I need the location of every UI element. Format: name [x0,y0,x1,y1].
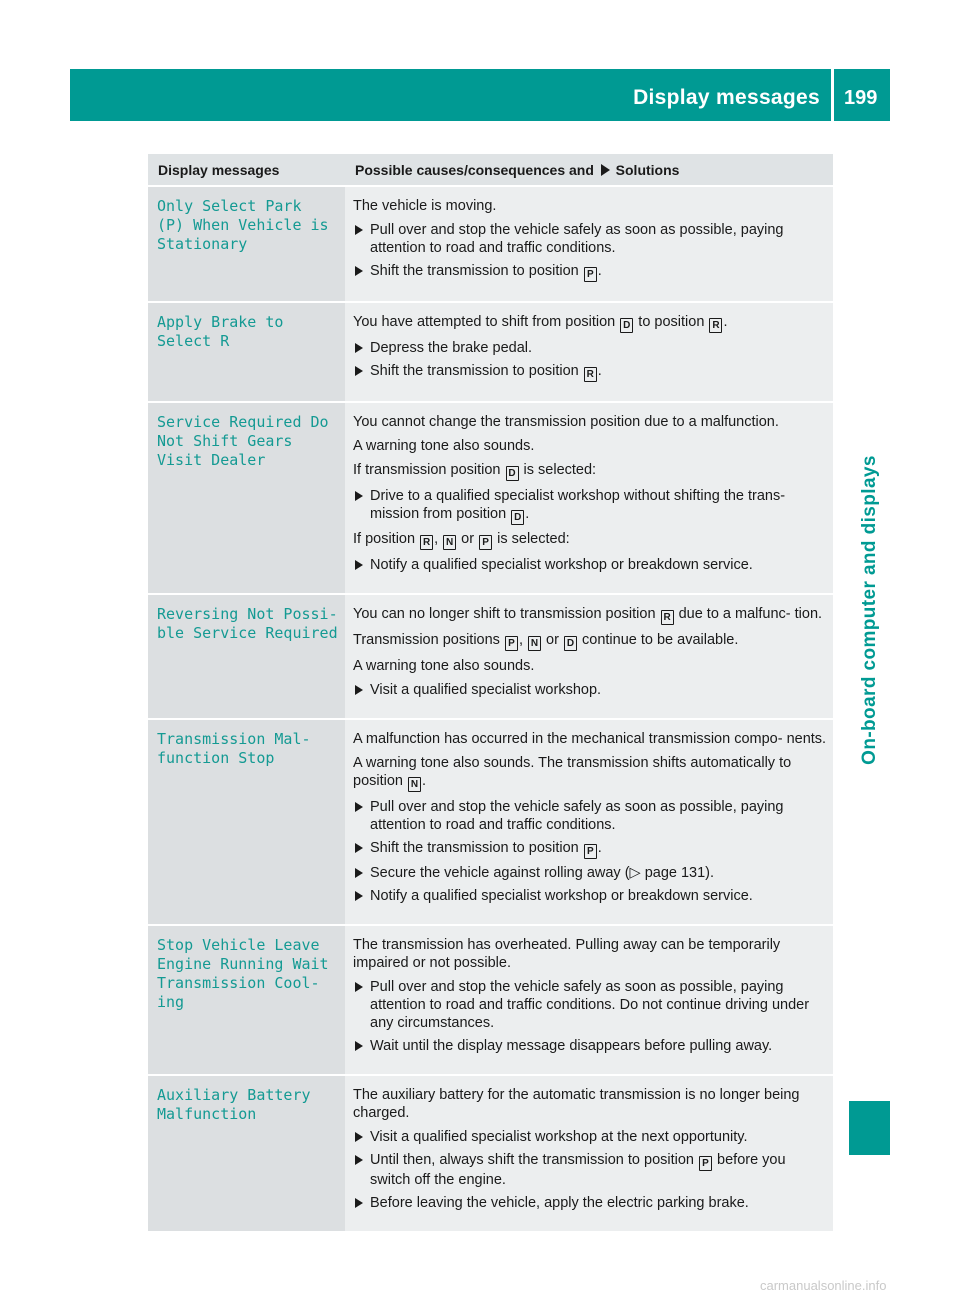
step-arrow-icon [355,1198,363,1208]
gear-position-d-icon: D [511,510,524,525]
message-cell [148,925,345,1075]
step-arrow-icon [355,560,363,570]
step-arrow-icon [355,1132,363,1142]
solution-step: Pull over and stop the vehicle safely as soon as possible, paying attention to road and traffic conditions. Do not continue driving under any circumstances. [353,978,829,1032]
solution-step: Shift the transmission to position R . [353,362,829,382]
solution-step: Pull over and stop the vehicle safely as soon as possible, paying attention to road and traffic conditions. [353,798,829,834]
column-header-solutions-suffix: Solutions [615,161,680,178]
gear-position-d-icon: D [620,318,633,333]
gear-position-r-icon: R [584,367,597,382]
message-cell [148,719,345,925]
table-header-row [148,154,833,186]
step-arrow-icon [355,1155,363,1165]
solution-cell [345,1075,833,1231]
display-message-text: Service Required Do Not Shift Gears Visit Dealer [157,413,329,469]
gear-position-d-icon: D [564,636,577,651]
solution-step: Visit a qualified specialist workshop at the next opportunity. [353,1128,829,1146]
gear-position-r-icon: R [661,610,674,625]
step-arrow-icon [355,491,363,501]
display-message-text: Auxiliary Battery Malfunction [157,1086,311,1123]
cause-text: Transmission positions P , N or D continue to be available. [353,632,739,649]
cause-text: A malfunction has occurred in the mechanical transmission compo- nents. [353,731,827,747]
gear-position-n-icon: N [528,636,541,651]
solution-step: Notify a qualified specialist workshop or breakdown service. [353,887,829,905]
solution-step: Wait until the display message disappears before pulling away. [353,1037,829,1055]
step-arrow-icon [355,266,363,276]
step-arrow-icon [355,891,363,901]
display-message-text: Apply Brake to Select R [157,313,284,350]
column-header-solutions-text: Possible causes/consequences and [355,161,594,178]
solution-step: Pull over and stop the vehicle safely as soon as possible, paying attention to road and traffic conditions. [353,221,829,257]
step-arrow-icon [355,802,363,812]
cause-text: If position R , N or P is selected: [353,531,570,548]
step-arrow-icon [355,343,363,353]
display-message-text: Only Select Park (P) When Vehicle is Stationary [157,197,329,253]
solution-cell [345,186,833,302]
message-cell [148,302,345,402]
gear-position-p-icon: P [479,535,492,550]
gear-position-n-icon: N [408,777,421,792]
gear-position-n-icon: N [443,535,456,550]
message-cell [148,186,345,302]
cause-text: A warning tone also sounds. [353,438,535,454]
side-tab [850,455,890,765]
column-header-solutions [345,154,833,186]
side-tab-marker [849,1101,890,1155]
message-cell [148,1075,345,1231]
display-messages-table [148,154,833,1231]
solution-step: Secure the vehicle against rolling away (▷ page 131). [353,864,829,882]
header-bar [70,69,890,121]
table-row [148,302,833,402]
table-row [148,402,833,594]
solution-step: Shift the transmission to position P . [353,839,829,859]
step-arrow-icon [355,225,363,235]
cause-text: The transmission has overheated. Pulling away can be temporarily impaired or not possible. [353,937,781,971]
display-message-text: Reversing Not Possi‐ ble Service Required [157,605,338,642]
solution-cell [345,594,833,719]
gear-position-r-icon: R [709,318,722,333]
message-cell [148,594,345,719]
table-row [148,594,833,719]
table-row [148,925,833,1075]
cause-text: The auxiliary battery for the automatic transmission is no longer being charged. [353,1087,800,1121]
cause-text: A warning tone also sounds. The transmission shifts automatically to position N . [353,755,792,790]
solution-cell [345,719,833,925]
table-row [148,186,833,302]
solution-step: Drive to a qualified specialist workshop without shifting the trans- mission from position D . [353,487,829,525]
table-row [148,1075,833,1231]
gear-position-p-icon: P [699,1156,712,1171]
table-row [148,719,833,925]
display-message-text: Stop Vehicle Leave Engine Running Wait Transmission Cool‐ ing [157,936,329,1011]
solution-cell [345,402,833,594]
solution-step: Notify a qualified specialist workshop or breakdown service. [353,556,829,574]
gear-position-r-icon: R [420,535,433,550]
cause-text: A warning tone also sounds. [353,658,535,674]
cause-text: You can no longer shift to transmission position R due to a malfunc- tion. [353,606,823,623]
cause-text: You cannot change the transmission position due to a malfunction. [353,414,779,430]
message-cell [148,402,345,594]
solution-cell [345,302,833,402]
header-divider [831,69,834,121]
step-arrow-icon [355,982,363,992]
solution-step: Before leaving the vehicle, apply the electric parking brake. [353,1194,829,1212]
gear-position-p-icon: P [584,844,597,859]
step-arrow-icon [355,868,363,878]
solution-cell [345,925,833,1075]
step-arrow-icon [355,1041,363,1051]
step-arrow-icon [355,843,363,853]
column-header-messages: Display messages [148,154,345,186]
solution-step: Depress the brake pedal. [353,339,829,357]
solution-step: Shift the transmission to position P . [353,262,829,282]
arrow-icon [601,164,610,176]
gear-position-p-icon: P [505,636,518,651]
display-message-text: Transmission Mal‐ function Stop [157,730,311,767]
solution-step: Until then, always shift the transmission to position P before you switch off the engine. [353,1151,829,1189]
cause-text: You have attempted to shift from position D to position R . [353,314,728,331]
side-tab-label: On-board computer and displays [859,455,880,765]
gear-position-p-icon: P [584,267,597,282]
cause-text: If transmission position D is selected: [353,462,597,479]
cause-text: The vehicle is moving. [353,198,497,214]
solution-step: Visit a qualified specialist workshop. [353,681,829,699]
page-number: 199 [844,87,878,109]
step-arrow-icon [355,685,363,695]
step-arrow-icon [355,366,363,376]
gear-position-d-icon: D [506,466,519,481]
section-title: Display messages [633,86,820,109]
watermark: carmanualsonline.info [760,1278,887,1293]
